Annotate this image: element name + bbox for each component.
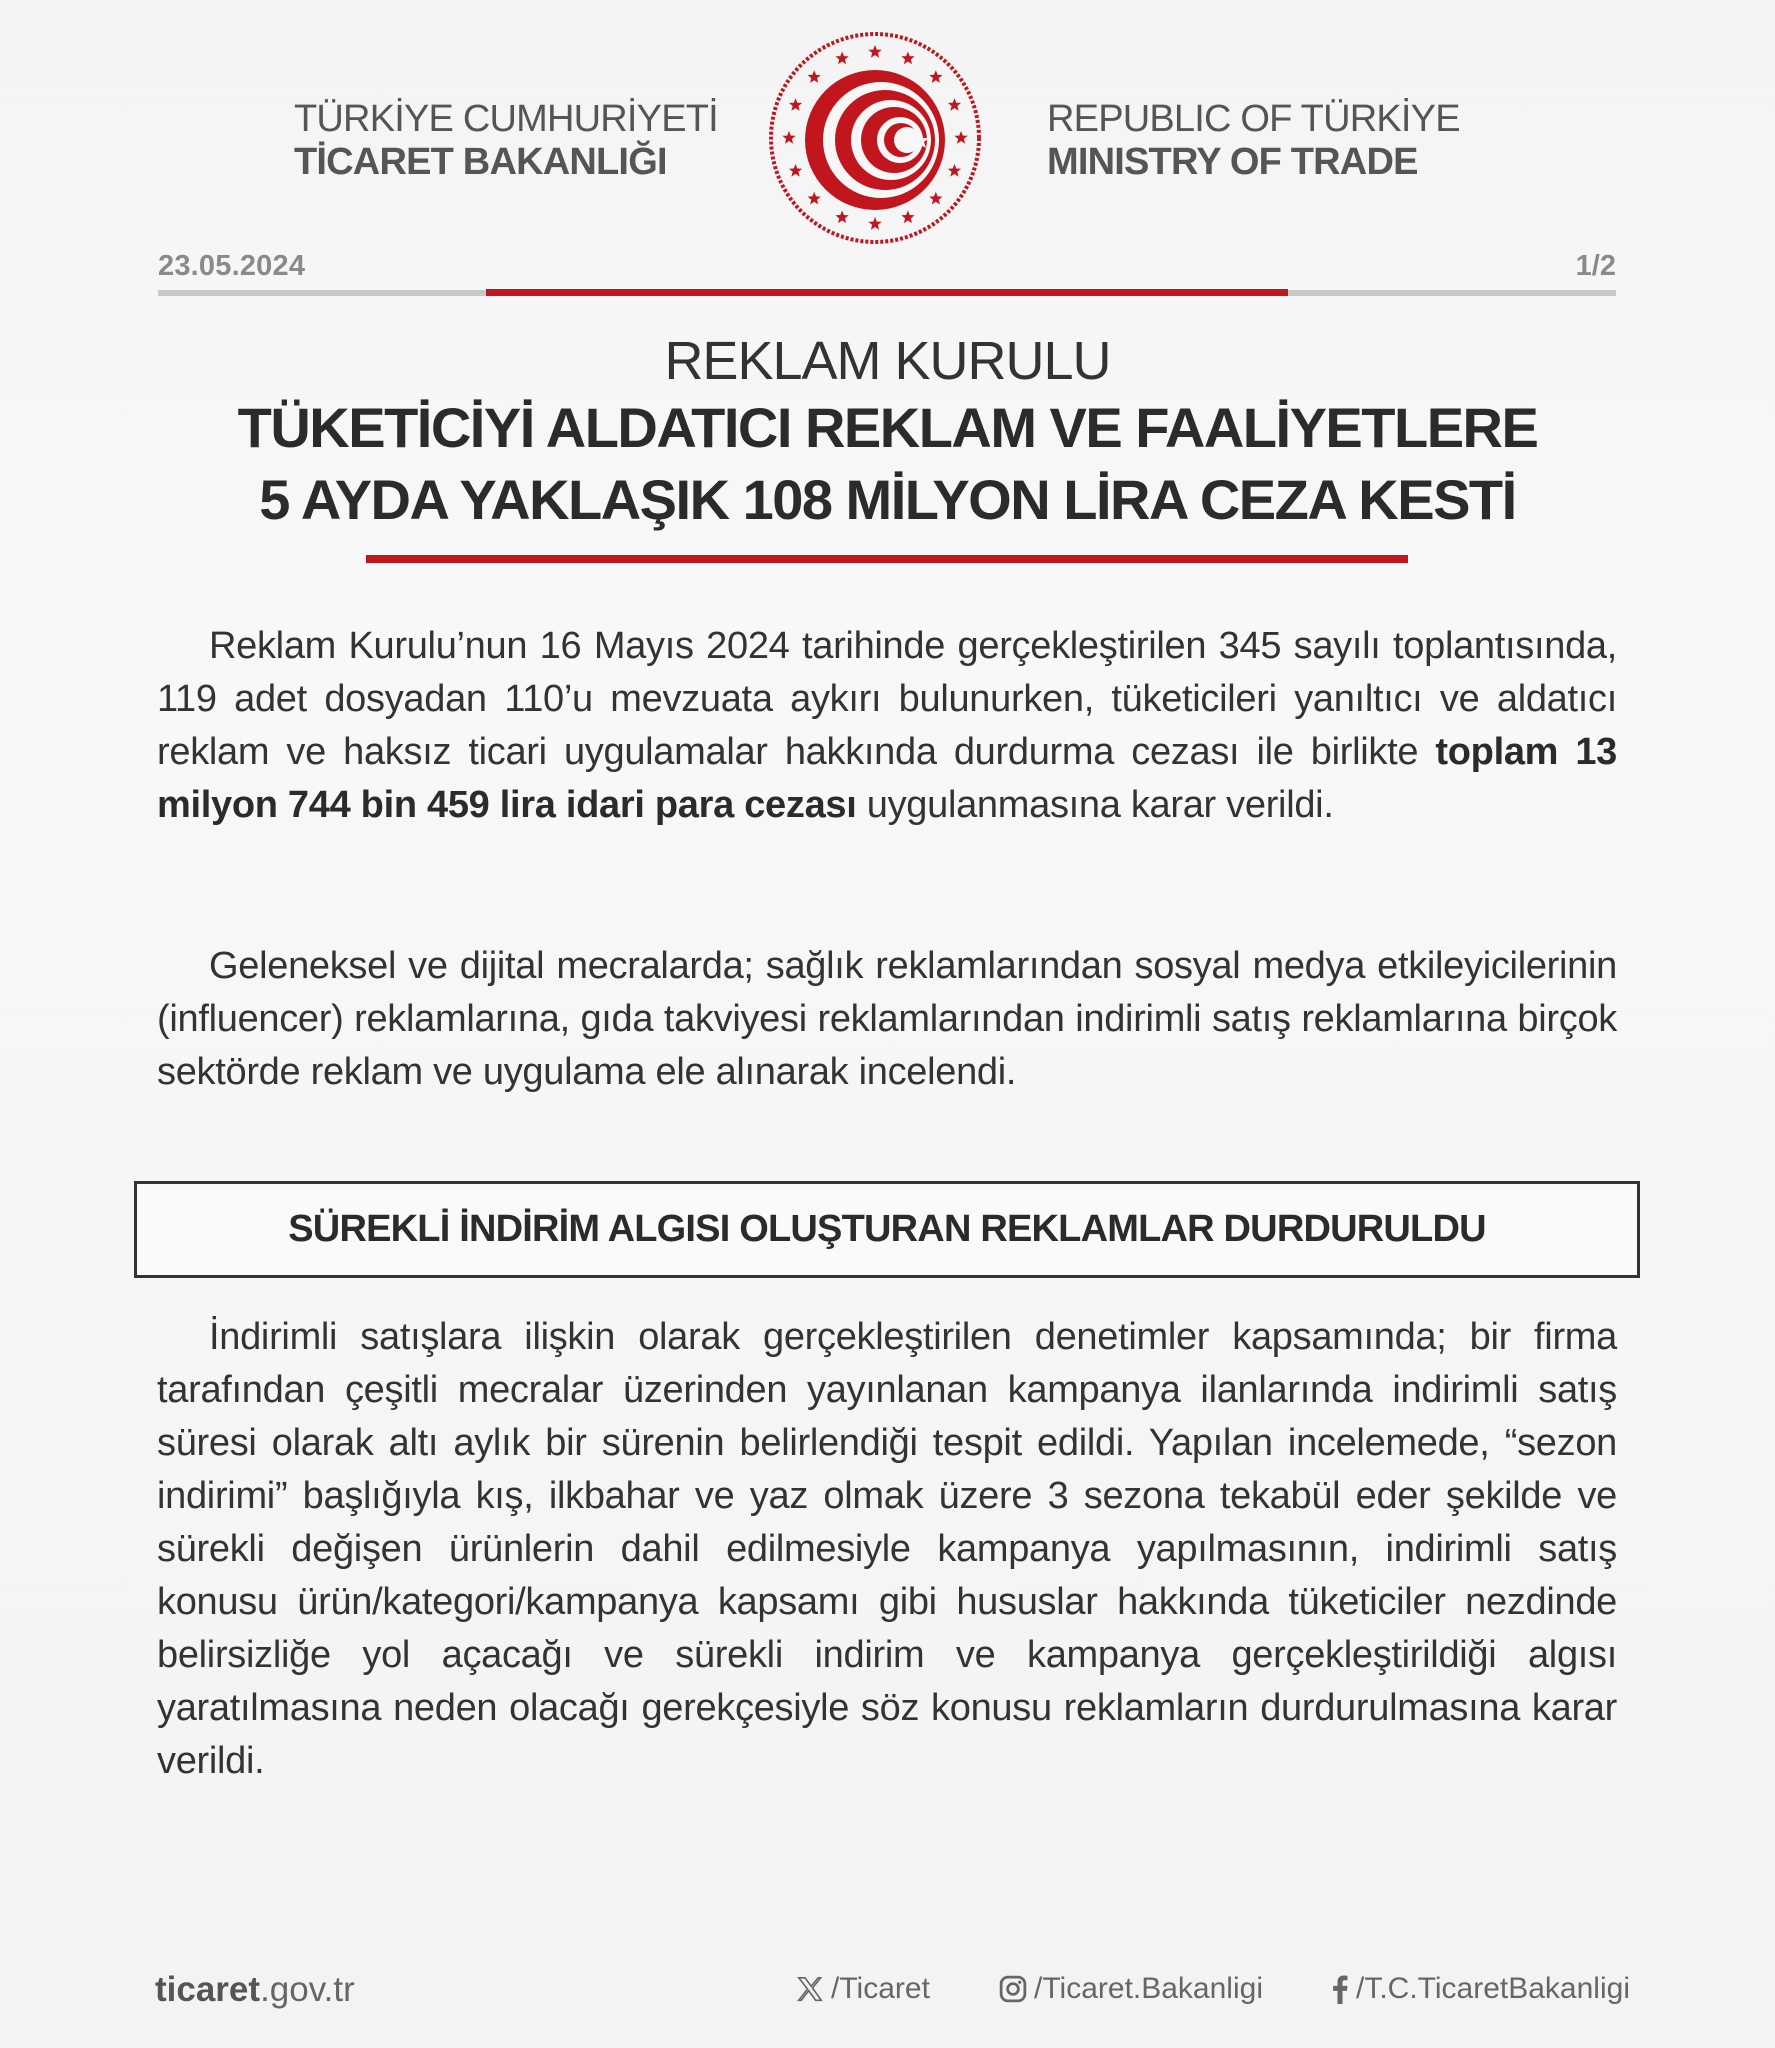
header-right-org-name xyxy=(1047,98,1460,184)
paragraph-2: Geleneksel ve dijital mecralarda; sağlık reklamlarından sosyal medya etkileyicilerinin (influencer) reklamlarına, gıda takviyesi reklamlarından indirimli satış reklamlarına birçok sektörde reklam ve uygulama ele alınarak incelendi. xyxy=(157,945,1617,1093)
instagram-handle: /Ticaret.Bakanligi xyxy=(1034,1972,1263,2005)
emblem-star-icon xyxy=(901,52,914,65)
paragraph-3: İndirimli satışlara ilişkin olarak gerçekleştirilen denetimler kapsamında; bir firma tarafından çeşitli mecralar üzerinden yayınlanan kampanya ilanlarında indirimli satış süresi olarak altı aylık bir sürenin belirlendiği tespit edildi. Yapılan incelemede, “sezon indirimi” başlığıyla kış, ilkbahar ve yaz olmak üzere 3 sezona tekabül eder şekilde ve sürekli değişen ürünlerin dahil edilmesiyle kampanya yapılmasının, indirimli satış konusu ürün/kategori/kampanya kapsamı gibi hususlar hakkında tüketiciler nezdinde belirsizliğe yol açacağı ve sürekli indirim ve kampanya gerçekleştirildiği algısı yaratılmasına neden olacağı gerekçesiyle söz konusu reklamların durdurulmasına karar verildi. xyxy=(157,1316,1617,1782)
facebook-handle: /T.C.TicaretBakanligi xyxy=(1356,1972,1630,2005)
footer-social-x[interactable] xyxy=(795,1972,930,2006)
emblem-star-icon xyxy=(808,192,821,205)
header-left-org-name xyxy=(294,98,718,184)
title-underline xyxy=(366,555,1408,563)
ministry-emblem-icon xyxy=(765,28,985,248)
page-number: 1/2 xyxy=(1575,250,1616,282)
org-line-ministry-english: MINISTRY OF TRADE xyxy=(1047,141,1418,183)
org-line-turkish-republic: TÜRKİYE CUMHURİYETİ xyxy=(294,98,718,140)
footer-website-link[interactable] xyxy=(155,1970,355,2010)
org-line-republic-english: REPUBLIC OF TÜRKİYE xyxy=(1047,98,1460,140)
emblem-star-icon xyxy=(954,131,967,144)
paragraph-1-bold-fine: toplam 13 milyon 744 bin 459 lira idari para cezası xyxy=(157,731,1618,826)
section-heading-box xyxy=(134,1181,1640,1278)
paragraph-1 xyxy=(157,620,1617,832)
emblem-star-icon xyxy=(901,211,914,224)
emblem-star-icon xyxy=(835,52,848,65)
emblem-star-icon xyxy=(948,98,961,111)
press-release-date: 23.05.2024 xyxy=(158,250,306,282)
emblem-star-icon xyxy=(948,164,961,177)
emblem-star-icon xyxy=(868,45,881,58)
footer-social-instagram[interactable] xyxy=(998,1972,1263,2006)
title-line-2: 5 AYDA YAKLAŞIK 108 MİLYON LİRA CEZA KESTİ xyxy=(259,468,1516,531)
site-name-bold: ticaret xyxy=(155,1970,261,2009)
section-heading: SÜREKLİ İNDİRİM ALGISI OLUŞTURAN REKLAMLAR DURDURULDU xyxy=(288,1208,1486,1250)
instagram-icon xyxy=(998,1974,1028,2004)
x-handle: /Ticaret xyxy=(831,1972,930,2005)
org-line-ministry-turkish: TİCARET BAKANLIĞI xyxy=(294,141,667,183)
emblem-star-icon xyxy=(868,217,881,230)
header-divider-accent xyxy=(486,289,1288,296)
document-title xyxy=(0,392,1775,536)
emblem-star-icon xyxy=(782,131,795,144)
footer-social-facebook[interactable] xyxy=(1330,1972,1630,2006)
emblem-star-icon xyxy=(929,70,942,83)
facebook-icon xyxy=(1330,1974,1350,2004)
document-kicker: REKLAM KURULU xyxy=(664,331,1111,391)
x-icon xyxy=(795,1974,825,2004)
emblem-star-icon xyxy=(929,192,942,205)
paragraph-1-text-end: uygulanmasına karar verildi. xyxy=(856,784,1334,826)
emblem-star-icon xyxy=(835,211,848,224)
site-domain: .gov.tr xyxy=(260,1970,355,2009)
emblem-star-icon xyxy=(789,164,802,177)
paragraph-1-text: Reklam Kurulu’nun 16 Mayıs 2024 tarihinde gerçekleştirilen 345 sayılı toplantısında, 119 adet dosyadan 110’u mevzuata aykırı bulunurken, tüketicileri yanıltıcı ve aldatıcı reklam ve haksız ticari uygulamalar hakkında durdurma cezası ile birlikte xyxy=(157,625,1617,773)
emblem-star-icon xyxy=(789,98,802,111)
title-line-1: TÜKETİCİYİ ALDATICI REKLAM VE FAALİYETLERE xyxy=(237,396,1538,459)
emblem-star-icon xyxy=(808,70,821,83)
